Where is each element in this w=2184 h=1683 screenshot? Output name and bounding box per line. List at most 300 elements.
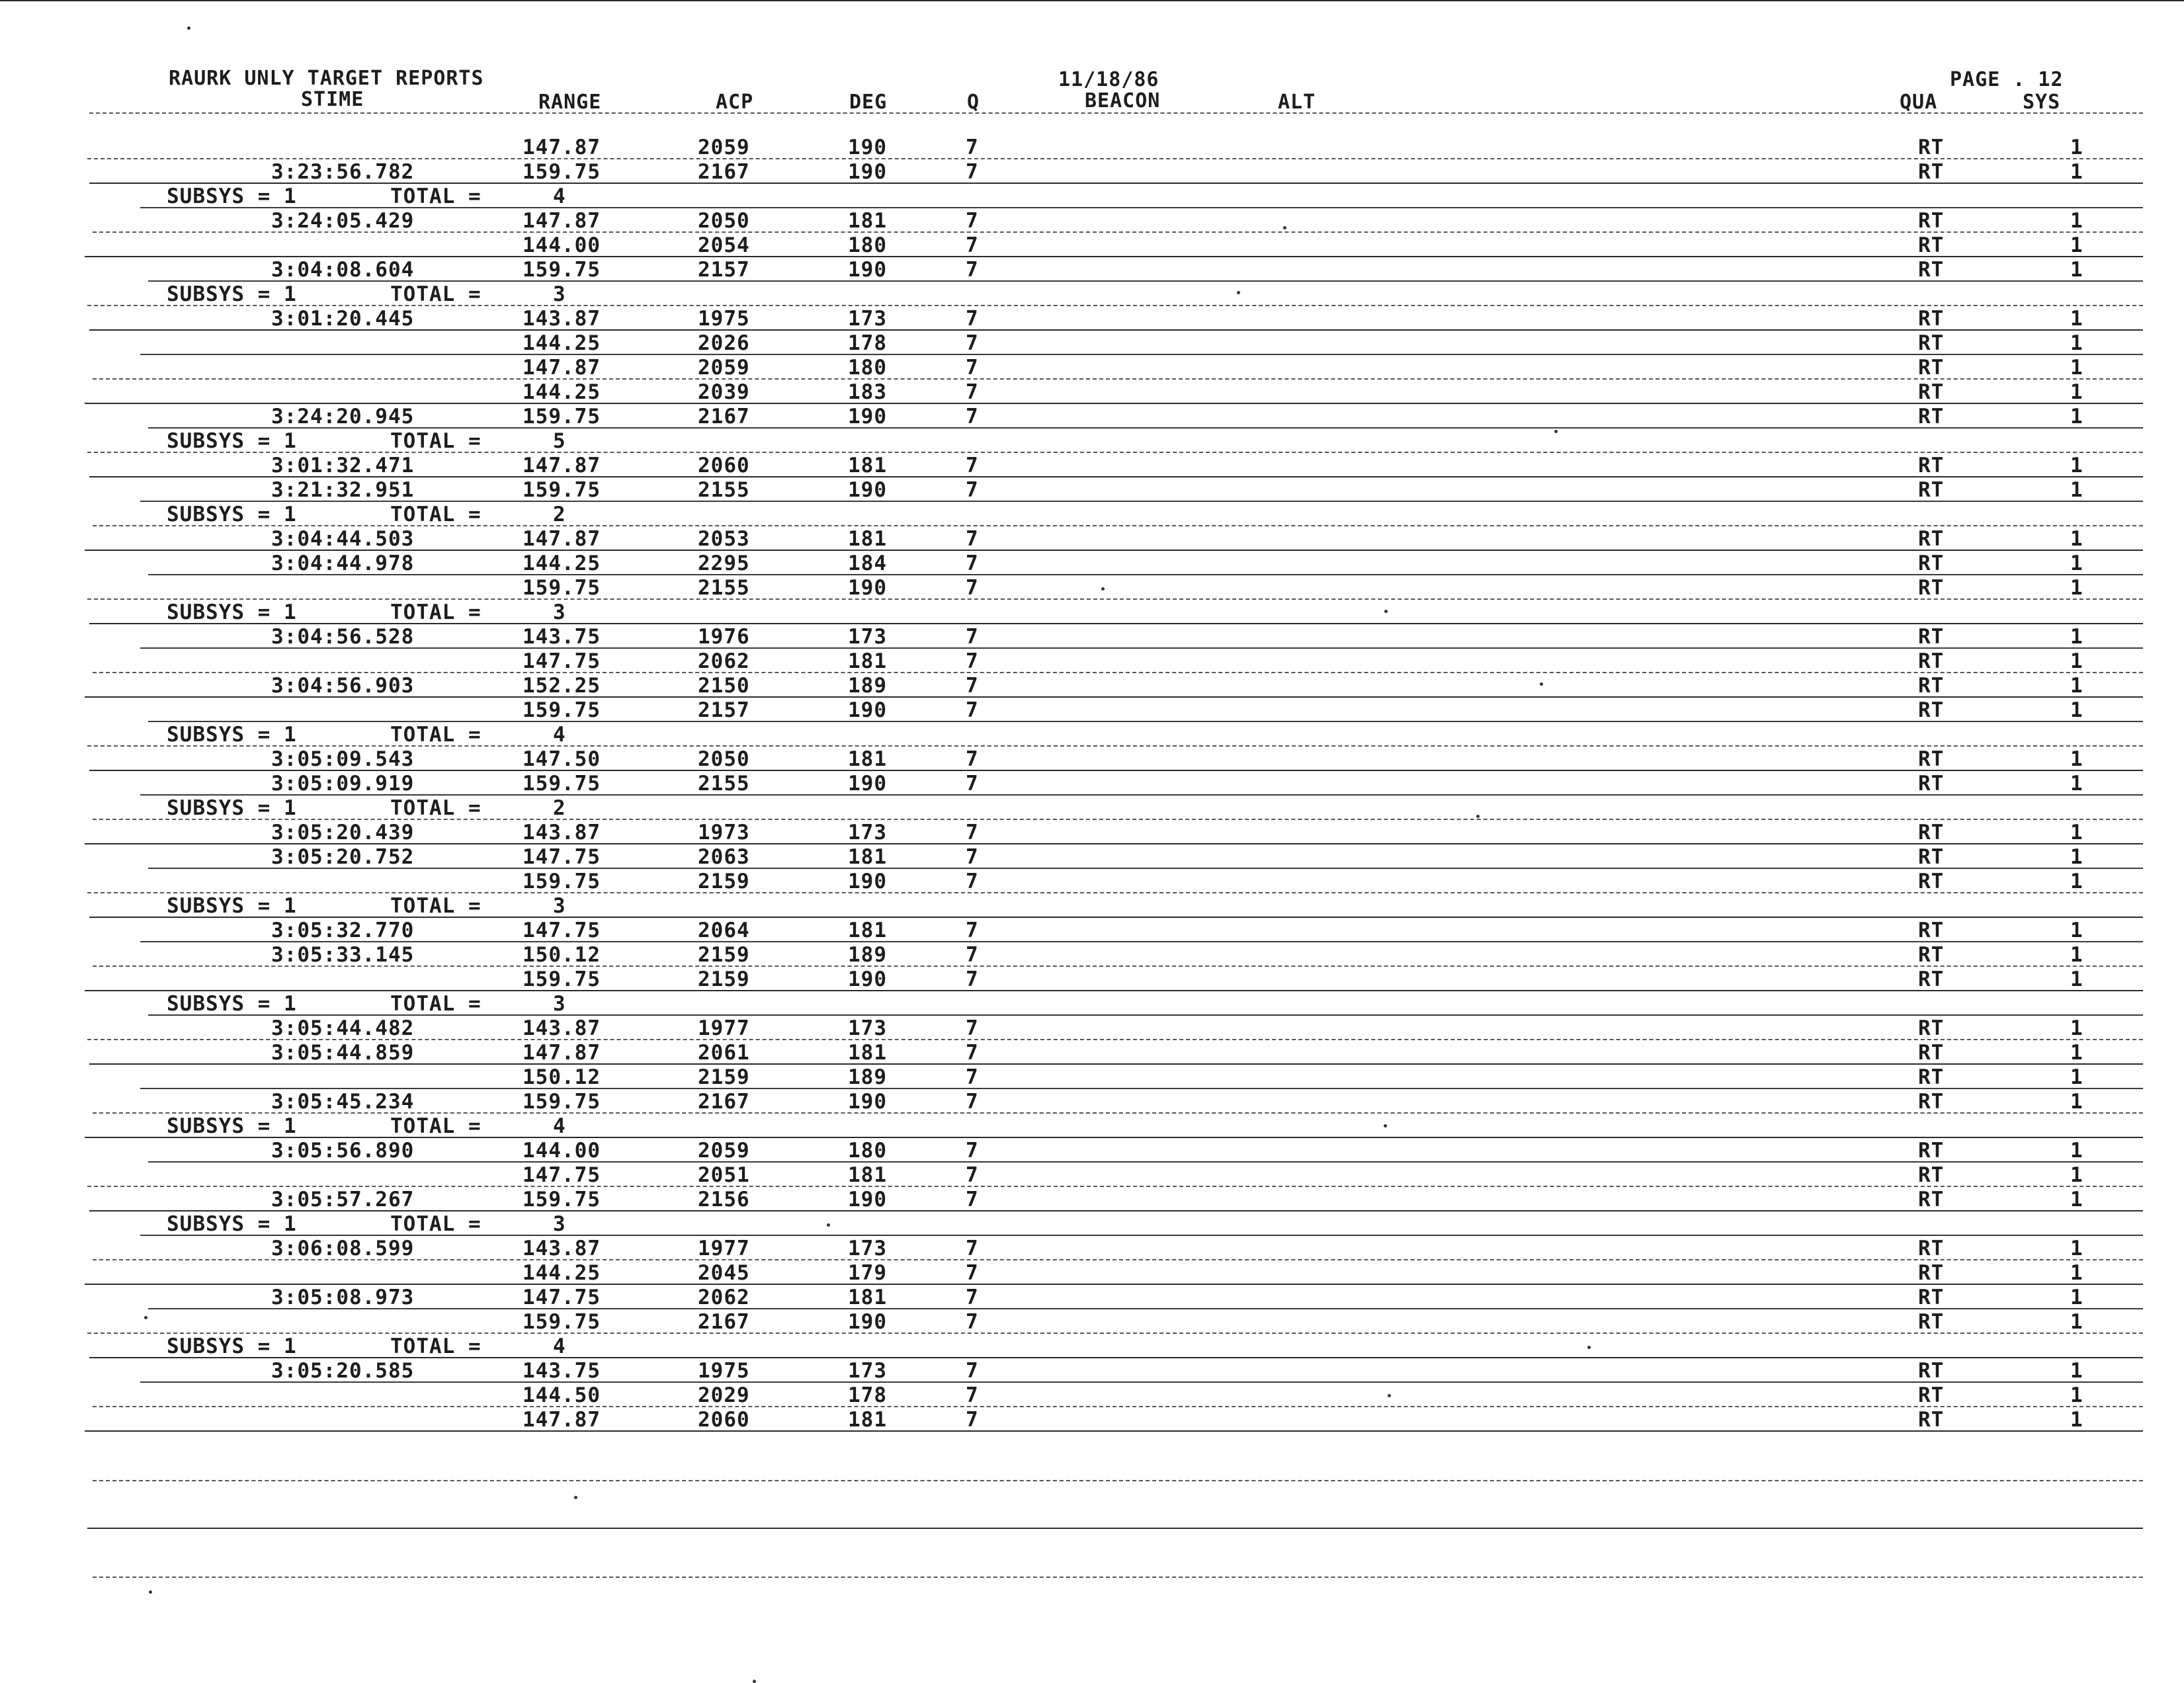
q-cell: 7 <box>966 380 979 404</box>
qua-cell: RT <box>1918 356 1945 380</box>
scan-speck <box>149 1590 152 1594</box>
range-cell: 159.75 <box>523 1310 601 1334</box>
acp-cell: 1977 <box>698 1016 750 1040</box>
row-rule <box>93 525 2143 526</box>
range-cell: 143.87 <box>523 1237 601 1260</box>
sys-cell: 1 <box>2070 1383 2083 1407</box>
total-label: TOTAL = <box>390 723 482 747</box>
qua-cell: RT <box>1918 649 1945 673</box>
sys-cell: 1 <box>2070 1408 2083 1432</box>
range-cell: 143.87 <box>523 307 601 331</box>
sys-cell: 1 <box>2070 136 2083 159</box>
acp-cell: 2157 <box>698 258 750 282</box>
range-cell: 144.25 <box>523 380 601 404</box>
sys-cell: 1 <box>2070 625 2083 649</box>
total-value: 2 <box>553 503 566 526</box>
acp-cell: 2155 <box>698 478 750 502</box>
stime-cell: 3:05:44.859 <box>271 1041 415 1065</box>
qua-cell: RT <box>1918 919 1945 942</box>
column-header-qua: QUA <box>1900 91 1938 114</box>
sys-cell: 1 <box>2070 1163 2083 1187</box>
row-rule <box>140 647 2143 649</box>
deg-cell: 190 <box>848 258 887 282</box>
total-label: TOTAL = <box>390 992 482 1016</box>
sys-cell: 1 <box>2070 1261 2083 1285</box>
scan-speck <box>827 1223 830 1227</box>
row-rule <box>148 280 2143 282</box>
scan-speck <box>1237 291 1240 294</box>
column-header-q: Q <box>967 91 980 114</box>
sys-cell: 1 <box>2070 331 2083 355</box>
q-cell: 7 <box>966 919 979 942</box>
acp-cell: 2059 <box>698 1139 750 1163</box>
qua-cell: RT <box>1918 747 1945 771</box>
column-header-beacon: BEACON <box>1085 89 1161 112</box>
q-cell: 7 <box>966 160 979 184</box>
acp-cell: 2029 <box>698 1383 750 1407</box>
row-rule <box>85 843 2143 844</box>
range-cell: 159.75 <box>523 405 601 429</box>
range-cell: 147.87 <box>523 1041 601 1065</box>
acp-cell: 1975 <box>698 307 750 331</box>
acp-cell: 1976 <box>698 625 750 649</box>
acp-cell: 1975 <box>698 1359 750 1383</box>
deg-cell: 181 <box>848 454 887 477</box>
deg-cell: 190 <box>848 967 887 991</box>
sys-cell: 1 <box>2070 649 2083 673</box>
acp-cell: 2159 <box>698 967 750 991</box>
deg-cell: 190 <box>848 1188 887 1211</box>
q-cell: 7 <box>966 1408 979 1432</box>
sys-cell: 1 <box>2070 478 2083 502</box>
deg-cell: 190 <box>848 576 887 600</box>
row-rule <box>140 501 2143 502</box>
total-label: TOTAL = <box>390 185 482 208</box>
q-cell: 7 <box>966 1016 979 1040</box>
acp-cell: 1973 <box>698 821 750 844</box>
qua-cell: RT <box>1918 1359 1945 1383</box>
q-cell: 7 <box>966 747 979 771</box>
row-rule <box>89 623 2143 624</box>
deg-cell: 181 <box>848 845 887 869</box>
qua-cell: RT <box>1918 209 1945 233</box>
acp-cell: 2050 <box>698 209 750 233</box>
row-rule <box>140 794 2143 796</box>
q-cell: 7 <box>966 1286 979 1309</box>
q-cell: 7 <box>966 674 979 698</box>
q-cell: 7 <box>966 870 979 893</box>
deg-cell: 173 <box>848 307 887 331</box>
row-rule <box>148 427 2143 429</box>
range-cell: 144.50 <box>523 1383 601 1407</box>
range-cell: 144.00 <box>523 1139 601 1163</box>
deg-cell: 190 <box>848 405 887 429</box>
qua-cell: RT <box>1918 1041 1945 1065</box>
qua-cell: RT <box>1918 674 1945 698</box>
deg-cell: 173 <box>848 821 887 844</box>
acp-cell: 2053 <box>698 527 750 551</box>
row-rule <box>148 721 2143 722</box>
qua-cell: RT <box>1918 478 1945 502</box>
row-rule <box>93 1112 2143 1114</box>
stime-cell: 3:01:32.471 <box>271 454 415 477</box>
q-cell: 7 <box>966 1139 979 1163</box>
page-number: PAGE . 12 <box>1950 68 2064 91</box>
qua-cell: RT <box>1918 527 1945 551</box>
deg-cell: 181 <box>848 527 887 551</box>
deg-cell: 190 <box>848 478 887 502</box>
q-cell: 7 <box>966 649 979 673</box>
stime-cell: 3:05:20.752 <box>271 845 415 869</box>
column-header-sys: SYS <box>2023 91 2061 114</box>
total-label: TOTAL = <box>390 282 482 306</box>
acp-cell: 2155 <box>698 772 750 796</box>
stime-cell: 3:05:20.439 <box>271 821 415 844</box>
acp-cell: 2059 <box>698 136 750 159</box>
scan-speck <box>1283 226 1286 229</box>
row-rule <box>87 305 2143 306</box>
acp-cell: 2062 <box>698 649 750 673</box>
scan-speck <box>1384 610 1388 613</box>
subsys-label: SUBSYS = 1 <box>167 992 297 1016</box>
row-rule <box>140 941 2143 942</box>
stime-cell: 3:05:20.585 <box>271 1359 415 1383</box>
qua-cell: RT <box>1918 1383 1945 1407</box>
qua-cell: RT <box>1918 1261 1945 1285</box>
deg-cell: 181 <box>848 1408 887 1432</box>
sys-cell: 1 <box>2070 821 2083 844</box>
total-label: TOTAL = <box>390 1114 482 1138</box>
acp-cell: 2054 <box>698 233 750 257</box>
qua-cell: RT <box>1918 1139 1945 1163</box>
q-cell: 7 <box>966 233 979 257</box>
range-cell: 147.75 <box>523 1286 601 1309</box>
qua-cell: RT <box>1918 136 1945 159</box>
range-cell: 159.75 <box>523 258 601 282</box>
qua-cell: RT <box>1918 552 1945 575</box>
row-rule <box>140 354 2143 355</box>
acp-cell: 2045 <box>698 1261 750 1285</box>
total-value: 5 <box>553 429 566 453</box>
deg-cell: 189 <box>848 1065 887 1089</box>
range-cell: 144.00 <box>523 233 601 257</box>
stime-cell: 3:06:08.599 <box>271 1237 415 1260</box>
deg-cell: 181 <box>848 649 887 673</box>
q-cell: 7 <box>966 1383 979 1407</box>
range-cell: 159.75 <box>523 1188 601 1211</box>
q-cell: 7 <box>966 845 979 869</box>
q-cell: 7 <box>966 258 979 282</box>
sys-cell: 1 <box>2070 258 2083 282</box>
row-rule <box>85 1137 2143 1138</box>
stime-cell: 3:05:32.770 <box>271 919 415 942</box>
row-rule <box>148 1308 2143 1309</box>
total-label: TOTAL = <box>390 503 482 526</box>
acp-cell: 2159 <box>698 1065 750 1089</box>
sys-cell: 1 <box>2070 1310 2083 1334</box>
range-cell: 144.25 <box>523 331 601 355</box>
row-rule <box>89 329 2143 331</box>
row-rule <box>93 1406 2143 1407</box>
acp-cell: 1977 <box>698 1237 750 1260</box>
total-value: 4 <box>553 723 566 747</box>
range-cell: 159.75 <box>523 1090 601 1114</box>
row-rule <box>93 965 2143 967</box>
subsys-label: SUBSYS = 1 <box>167 1334 297 1358</box>
qua-cell: RT <box>1918 405 1945 429</box>
sys-cell: 1 <box>2070 527 2083 551</box>
subsys-label: SUBSYS = 1 <box>167 1212 297 1236</box>
deg-cell: 183 <box>848 380 887 404</box>
row-rule <box>85 403 2143 404</box>
q-cell: 7 <box>966 576 979 600</box>
row-rule <box>89 917 2143 918</box>
q-cell: 7 <box>966 527 979 551</box>
acp-cell: 2167 <box>698 1090 750 1114</box>
row-rule <box>89 183 2143 184</box>
column-header-deg: DEG <box>849 91 888 114</box>
total-value: 4 <box>553 1334 566 1358</box>
range-cell: 147.75 <box>523 845 601 869</box>
deg-cell: 190 <box>848 698 887 722</box>
total-label: TOTAL = <box>390 796 482 820</box>
acp-cell: 2060 <box>698 1408 750 1432</box>
deg-cell: 180 <box>848 233 887 257</box>
sys-cell: 1 <box>2070 160 2083 184</box>
deg-cell: 181 <box>848 919 887 942</box>
qua-cell: RT <box>1918 1090 1945 1114</box>
q-cell: 7 <box>966 967 979 991</box>
q-cell: 7 <box>966 1261 979 1285</box>
scan-speck <box>574 1496 577 1499</box>
stime-cell: 3:05:57.267 <box>271 1188 415 1211</box>
scan-speck <box>1554 430 1558 433</box>
sys-cell: 1 <box>2070 405 2083 429</box>
q-cell: 7 <box>966 552 979 575</box>
row-rule <box>85 550 2143 551</box>
range-cell: 147.87 <box>523 527 601 551</box>
row-rule <box>89 770 2143 771</box>
subsys-label: SUBSYS = 1 <box>167 894 297 918</box>
row-rule <box>89 1210 2143 1211</box>
stime-cell: 3:24:05.429 <box>271 209 415 233</box>
qua-cell: RT <box>1918 625 1945 649</box>
q-cell: 7 <box>966 698 979 722</box>
sys-cell: 1 <box>2070 356 2083 380</box>
sys-cell: 1 <box>2070 919 2083 942</box>
total-value: 4 <box>553 1114 566 1138</box>
sys-cell: 1 <box>2070 209 2083 233</box>
row-rule <box>148 1161 2143 1163</box>
stime-cell: 3:05:09.919 <box>271 772 415 796</box>
row-rule <box>85 990 2143 991</box>
deg-cell: 190 <box>848 870 887 893</box>
report-date: 11/18/86 <box>1058 68 1159 91</box>
sys-cell: 1 <box>2070 1188 2083 1211</box>
sys-cell: 1 <box>2070 1065 2083 1089</box>
range-cell: 147.87 <box>523 136 601 159</box>
qua-cell: RT <box>1918 1408 1945 1432</box>
total-label: TOTAL = <box>390 600 482 624</box>
qua-cell: RT <box>1918 845 1945 869</box>
sys-cell: 1 <box>2070 1359 2083 1383</box>
sys-cell: 1 <box>2070 1041 2083 1065</box>
sys-cell: 1 <box>2070 772 2083 796</box>
sys-cell: 1 <box>2070 845 2083 869</box>
range-cell: 147.87 <box>523 209 601 233</box>
qua-cell: RT <box>1918 258 1945 282</box>
q-cell: 7 <box>966 943 979 967</box>
sys-cell: 1 <box>2070 967 2083 991</box>
qua-cell: RT <box>1918 576 1945 600</box>
deg-cell: 180 <box>848 1139 887 1163</box>
report-title: RAURK UNLY TARGET REPORTS <box>169 67 484 90</box>
top-edge-rule <box>0 0 2184 1</box>
range-cell: 147.75 <box>523 649 601 673</box>
range-cell: 143.75 <box>523 625 601 649</box>
deg-cell: 179 <box>848 1261 887 1285</box>
total-value: 3 <box>553 1212 566 1236</box>
range-cell: 159.75 <box>523 576 601 600</box>
deg-cell: 181 <box>848 209 887 233</box>
subsys-label: SUBSYS = 1 <box>167 282 297 306</box>
q-cell: 7 <box>966 821 979 844</box>
qua-cell: RT <box>1918 1065 1945 1089</box>
acp-cell: 2159 <box>698 943 750 967</box>
sys-cell: 1 <box>2070 674 2083 698</box>
row-rule <box>93 378 2143 380</box>
deg-cell: 190 <box>848 160 887 184</box>
column-header-range: RANGE <box>538 91 602 114</box>
qua-cell: RT <box>1918 943 1945 967</box>
sys-cell: 1 <box>2070 552 2083 575</box>
total-value: 3 <box>553 282 566 306</box>
row-rule <box>140 1381 2143 1383</box>
row-rule <box>85 256 2143 257</box>
row-rule <box>93 1259 2143 1260</box>
range-cell: 159.75 <box>523 698 601 722</box>
range-cell: 144.25 <box>523 1261 601 1285</box>
range-cell: 147.50 <box>523 747 601 771</box>
q-cell: 7 <box>966 1065 979 1089</box>
deg-cell: 189 <box>848 674 887 698</box>
sys-cell: 1 <box>2070 454 2083 477</box>
total-value: 3 <box>553 600 566 624</box>
row-rule <box>89 1357 2143 1358</box>
column-header-acp: ACP <box>716 91 754 114</box>
stime-cell: 3:05:08.973 <box>271 1286 415 1309</box>
qua-cell: RT <box>1918 1163 1945 1187</box>
stime-cell: 3:05:45.234 <box>271 1090 415 1114</box>
q-cell: 7 <box>966 1090 979 1114</box>
q-cell: 7 <box>966 331 979 355</box>
row-rule <box>148 1014 2143 1016</box>
total-label: TOTAL = <box>390 429 482 453</box>
acp-cell: 2051 <box>698 1163 750 1187</box>
deg-cell: 184 <box>848 552 887 575</box>
total-label: TOTAL = <box>390 894 482 918</box>
sys-cell: 1 <box>2070 943 2083 967</box>
range-cell: 143.87 <box>523 821 601 844</box>
deg-cell: 173 <box>848 625 887 649</box>
sys-cell: 1 <box>2070 1139 2083 1163</box>
qua-cell: RT <box>1918 1310 1945 1334</box>
q-cell: 7 <box>966 772 979 796</box>
deg-cell: 178 <box>848 331 887 355</box>
acp-cell: 2155 <box>698 576 750 600</box>
scan-speck <box>1476 815 1480 818</box>
stime-cell: 3:24:20.945 <box>271 405 415 429</box>
subsys-label: SUBSYS = 1 <box>167 723 297 747</box>
acp-cell: 2060 <box>698 454 750 477</box>
range-cell: 159.75 <box>523 478 601 502</box>
deg-cell: 190 <box>848 1310 887 1334</box>
qua-cell: RT <box>1918 307 1945 331</box>
acp-cell: 2063 <box>698 845 750 869</box>
deg-cell: 190 <box>848 136 887 159</box>
row-rule <box>148 868 2143 869</box>
sys-cell: 1 <box>2070 1090 2083 1114</box>
qua-cell: RT <box>1918 1016 1945 1040</box>
row-rule <box>89 476 2143 477</box>
subsys-label: SUBSYS = 1 <box>167 185 297 208</box>
range-cell: 159.75 <box>523 870 601 893</box>
stime-cell: 3:05:33.145 <box>271 943 415 967</box>
deg-cell: 173 <box>848 1359 887 1383</box>
q-cell: 7 <box>966 478 979 502</box>
deg-cell: 190 <box>848 772 887 796</box>
range-cell: 147.75 <box>523 1163 601 1187</box>
range-cell: 159.75 <box>523 967 601 991</box>
row-rule <box>87 452 2143 453</box>
sys-cell: 1 <box>2070 233 2083 257</box>
row-rule <box>140 1235 2143 1236</box>
stime-cell: 3:05:56.890 <box>271 1139 415 1163</box>
deg-cell: 173 <box>848 1237 887 1260</box>
acp-cell: 2157 <box>698 698 750 722</box>
acp-cell: 2039 <box>698 380 750 404</box>
range-cell: 150.12 <box>523 1065 601 1089</box>
sys-cell: 1 <box>2070 307 2083 331</box>
range-cell: 147.87 <box>523 356 601 380</box>
q-cell: 7 <box>966 1188 979 1211</box>
row-rule <box>148 574 2143 575</box>
blank-rule <box>93 1480 2143 1481</box>
q-cell: 7 <box>966 405 979 429</box>
row-rule <box>87 1333 2143 1334</box>
acp-cell: 2159 <box>698 870 750 893</box>
range-cell: 143.75 <box>523 1359 601 1383</box>
acp-cell: 2167 <box>698 405 750 429</box>
row-rule <box>85 1430 2143 1432</box>
scan-speck <box>187 26 190 30</box>
total-value: 3 <box>553 894 566 918</box>
stime-cell: 3:05:44.482 <box>271 1016 415 1040</box>
qua-cell: RT <box>1918 698 1945 722</box>
sys-cell: 1 <box>2070 1016 2083 1040</box>
range-cell: 159.75 <box>523 160 601 184</box>
scan-speck <box>1540 682 1543 686</box>
stime-cell: 3:04:56.903 <box>271 674 415 698</box>
deg-cell: 189 <box>848 943 887 967</box>
scan-speck <box>144 1316 147 1319</box>
row-rule <box>140 1088 2143 1089</box>
row-rule <box>87 1186 2143 1187</box>
range-cell: 143.87 <box>523 1016 601 1040</box>
subsys-label: SUBSYS = 1 <box>167 796 297 820</box>
blank-rule <box>93 1577 2143 1578</box>
q-cell: 7 <box>966 209 979 233</box>
